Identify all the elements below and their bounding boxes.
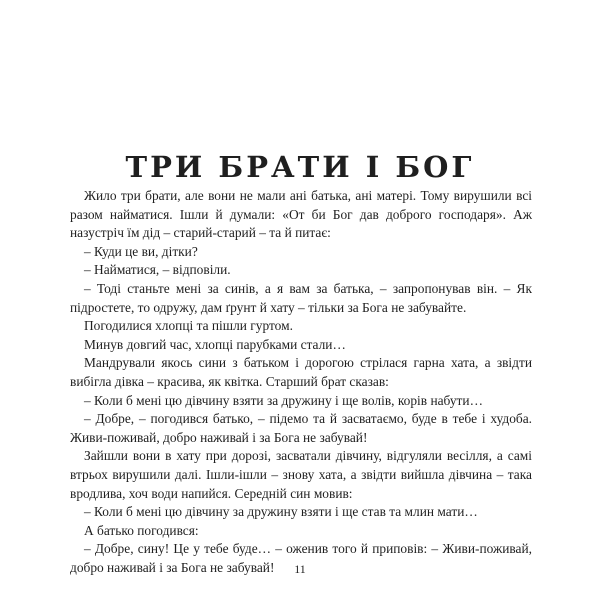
paragraph: – Коли б мені цю дівчину за дружину взяти і ще став та млин мати…: [84, 504, 478, 520]
paragraph: – Добре, сину! Це у тебе буде… – оженив того й приповів: – Живи-поживай, добро наживай і за Бога не забувай!: [70, 541, 532, 575]
paragraph: – Куди це ви, дітки?: [84, 243, 198, 259]
paragraph: – Добре, – погодився батько, – підемо та й засватаємо, буде в тебе і худоба. Живи-поживай, добро наживай і за Бога не забувай!: [70, 411, 532, 445]
paragraph: Жило три брати, але вони не мали ані батька, ані матері. Тому вирушили всі разом найматися. Ішли й думали: «От би Бог дав доброго господаря». Аж назустріч їм дід – старий-старий – та й питає:: [70, 188, 532, 241]
page-number: 11: [294, 562, 306, 576]
story-text: [70, 187, 532, 577]
paragraph: Погодилися хлопці та пішли гуртом.: [84, 318, 293, 334]
paragraph: Минув довгий час, хлопці парубками стали…: [84, 336, 346, 352]
paragraph: – Тоді станьте мені за синів, а я вам за батька, – запропонував він. – Як підростете, то одружу, дам ґрунт й хату – тільки за Бога не забувайте.: [70, 280, 532, 315]
paragraph: Мандрували якось сини з батьком і дорогою стрілася гарна хата, а звідти вибігла дівка – красива, як квітка. Старший брат сказав:: [70, 355, 532, 389]
paragraph: – Коли б мені цю дівчину взяти за дружину і ще волів, корів набути…: [84, 392, 483, 408]
story-title: ТРИ БРАТИ І БОГ: [125, 150, 475, 184]
paragraph: – Найматися, – відповіли.: [84, 262, 231, 278]
paragraph: А батько погодився:: [84, 522, 199, 538]
paragraph: Зайшли вони в хату при дорозі, засватали дівчину, відгуляли весілля, а самі втрьох вирушили далі. Ішли-ішли – знову хата, а звідти вийшла дівчина – така вродлива, хоч води напийся. Середній син мовив:: [70, 448, 532, 501]
